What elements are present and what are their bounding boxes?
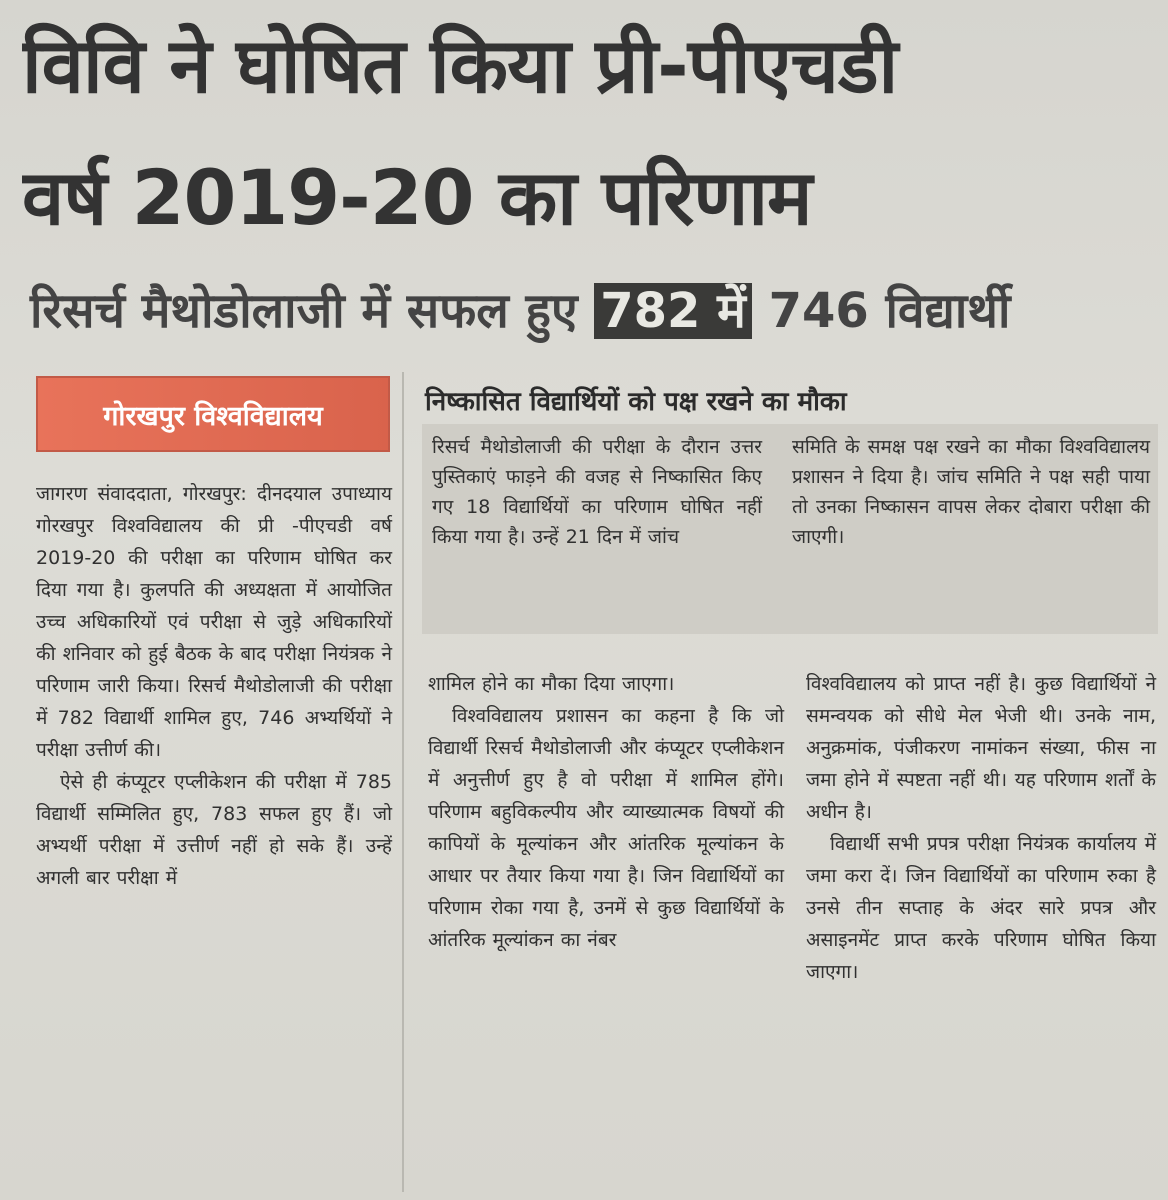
article-column-2 bbox=[428, 668, 784, 956]
column-2-paragraph-2: विश्वविद्यालय प्रशासन का कहना है कि जो विद्यार्थी रिसर्च मैथोडोलाजी और कंप्यूटर एप्लीकेशन में अनुत्तीर्ण हुए है वो परीक्षा में शामिल होंगे। परिणाम बहुविकल्पीय और व्याख्यात्मक विषयों की कापियों के मूल्यांकन और आंतरिक मूल्यांकन के आधार पर तैयार किया गया है। जिन विद्यार्थियों का परिणाम रोका गया है, उनमें से कुछ विद्यार्थियों के आंतरिक मूल्यांकन का नंबर bbox=[428, 705, 784, 951]
column-2-paragraph-1: शामिल होने का मौका दिया जाएगा। bbox=[428, 673, 675, 695]
subheadline bbox=[30, 278, 1148, 344]
column-3-paragraph-1: विश्वविद्यालय को प्राप्त नहीं है। कुछ विद्यार्थियों ने समन्वयक को सीधे मेल भेजी थी। उनके नाम, अनुक्रमांक, पंजीकरण नामांकन संख्या, फीस ना जमा होने में स्पष्टता नहीं थी। यह परिणाम शर्तों के अधीन है। bbox=[806, 673, 1156, 823]
article-column-3 bbox=[806, 668, 1156, 988]
article-column-1 bbox=[36, 478, 392, 894]
column-1-paragraph-2: ऐसे ही कंप्यूटर एप्लीकेशन की परीक्षा में 785 विद्यार्थी सम्मिलित हुए, 783 सफल हुए हैं। जो अभ्यर्थी परीक्षा में उत्तीर्ण नहीं हो सके हैं। उन्हें अगली बार परीक्षा में bbox=[36, 771, 392, 889]
box-column-1 bbox=[432, 432, 762, 552]
headline-line-2: वर्ष 2019-20 का परिणाम bbox=[22, 153, 812, 242]
column-1-paragraph-1: जागरण संवाददाता, गोरखपुर: दीनदयाल उपाध्याय गोरखपुर विश्वविद्यालय की प्री -पीएचडी वर्ष 2019-20 की परीक्षा का परिणाम घोषित कर दिया गया है। कुलपति की अध्यक्षता में आयोजित उच्च अधिकारियों एवं परीक्षा से जुड़े अधिकारियों की शनिवार को हुई बैठक के बाद परीक्षा नियंत्रक ने परिणाम जारी किया। रिसर्च मैथोडोलाजी की परीक्षा में 782 विद्यार्थी शामिल हुए, 746 अभ्यर्थियों ने परीक्षा उत्तीर्ण की। bbox=[36, 483, 392, 761]
section-tag: गोरखपुर विश्वविद्यालय bbox=[38, 378, 388, 450]
box-title: निष्कासित विद्यार्थियों को पक्ष रखने का मौका bbox=[425, 387, 847, 417]
box-column-2 bbox=[792, 432, 1150, 552]
subheadline-part-1: रिसर्च मैथोडोलाजी में सफल हुए bbox=[30, 283, 578, 339]
subheadline-part-2: 746 विद्यार्थी bbox=[768, 283, 1011, 339]
box-column-1-text: रिसर्च मैथोडोलाजी की परीक्षा के दौरान उत्तर पुस्तिकाएं फाड़ने की वजह से निष्कासित किए गए 18 विद्यार्थियों का परिणाम घोषित नहीं किया गया है। उन्हें 21 दिन में जांच bbox=[432, 436, 762, 548]
column-3-paragraph-2: विद्यार्थी सभी प्रपत्र परीक्षा नियंत्रक कार्यालय में जमा करा दें। जिन विद्यार्थियों का परिणाम रुका है उनसे तीन सप्ताह के अंदर सारे प्रपत्र और असाइनमेंट प्राप्त करके परिणाम घोषित किया जाएगा। bbox=[806, 833, 1156, 983]
box-column-2-text: समिति के समक्ष पक्ष रखने का मौका विश्वविद्यालय प्रशासन ने दिया है। जांच समिति ने पक्ष सही पाया तो उनका निष्कासन वापस लेकर दोबारा परीक्षा की जाएगी। bbox=[792, 436, 1150, 548]
headline-line-1: विवि ने घोषित किया प्री-पीएचडी bbox=[22, 21, 898, 110]
column-divider bbox=[402, 372, 404, 1192]
subheadline-highlight: 782 में bbox=[594, 283, 752, 339]
